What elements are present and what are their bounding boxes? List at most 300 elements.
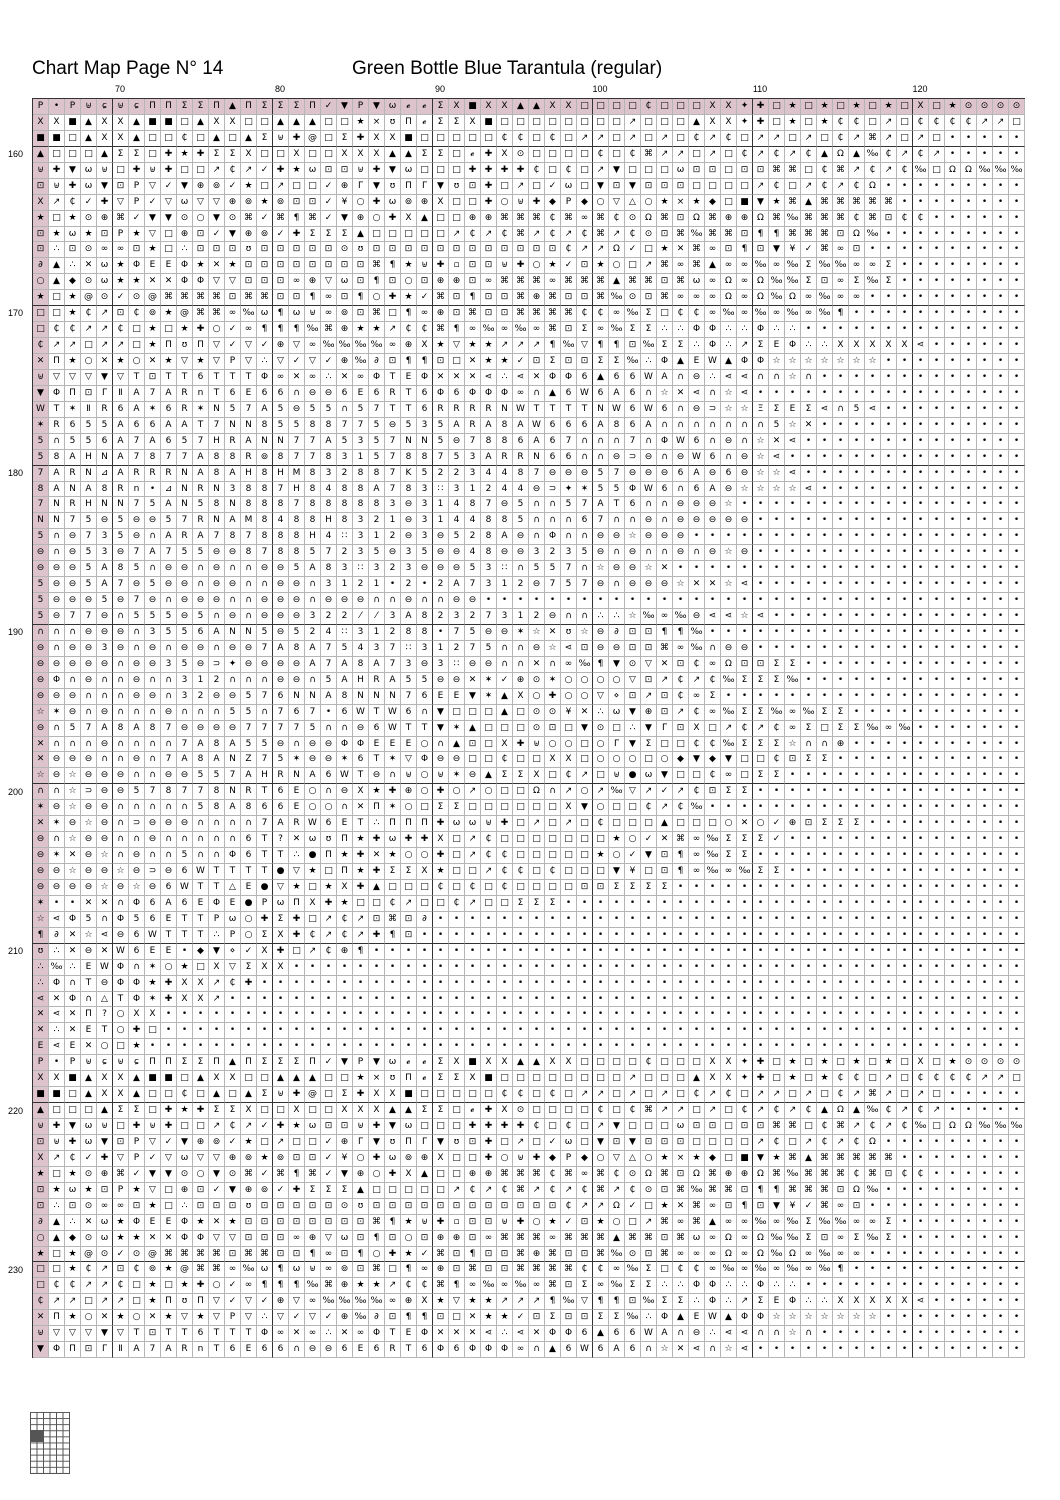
chart-cell: ⊕ xyxy=(417,1151,433,1167)
chart-cell: ▲ xyxy=(673,1310,689,1326)
chart-cell: • xyxy=(945,1087,961,1103)
chart-cell: ⊕ xyxy=(273,1294,289,1310)
chart-cell: ★ xyxy=(433,1294,449,1310)
chart-cell: ⊡ xyxy=(881,211,897,227)
chart-cell: • xyxy=(961,896,977,912)
chart-cell: H xyxy=(353,673,369,689)
chart-cell: • xyxy=(705,800,721,816)
chart-cell: ⊖ xyxy=(209,577,225,593)
chart-cell: 6 xyxy=(625,497,641,513)
chart-cell: Τ xyxy=(209,386,225,402)
chart-cell: • xyxy=(1009,258,1025,274)
chart-cell: Z xyxy=(241,752,257,768)
chart-cell: ω xyxy=(641,768,657,784)
chart-cell: 7 xyxy=(369,402,385,418)
chart-cell: ⊡ xyxy=(497,242,513,258)
chart-cell: • xyxy=(1009,1278,1025,1294)
chart-cell: ∴ xyxy=(689,1294,705,1310)
chart-cell: ⋖ xyxy=(513,1326,529,1342)
chart-cell: ₵ xyxy=(673,689,689,705)
chart-cell: W xyxy=(609,402,625,418)
chart-cell: Τ xyxy=(241,1326,257,1342)
chart-cell: ○ xyxy=(641,195,657,211)
chart-cell: ☆ xyxy=(65,864,81,880)
chart-cell: ⌘ xyxy=(529,1167,545,1183)
chart-cell: • xyxy=(513,593,529,609)
chart-cell: ⌘ xyxy=(705,1183,721,1199)
chart-cell: • xyxy=(593,944,609,960)
chart-cell: ☆ xyxy=(769,482,785,498)
chart-cell: ⋖ xyxy=(801,482,817,498)
chart-cell: ⊡ xyxy=(561,1310,577,1326)
chart-cell: ★ xyxy=(785,1055,801,1071)
chart-cell: ✚ xyxy=(161,992,177,1008)
chart-cell: ⊡ xyxy=(321,258,337,274)
chart-cell: • xyxy=(497,992,513,1008)
chart-cell: □ xyxy=(577,1055,593,1071)
chart-cell: ★ xyxy=(817,99,833,115)
chart-cell: □ xyxy=(81,1294,97,1310)
chart-cell: ¶ xyxy=(737,1199,753,1215)
chart-cell: • xyxy=(1009,1342,1025,1358)
chart-cell: • xyxy=(961,1023,977,1039)
chart-cell: 6 xyxy=(225,1342,241,1358)
chart-cell: 6 xyxy=(545,418,561,434)
chart-cell: • xyxy=(481,1007,497,1023)
chart-cell: □ xyxy=(33,1262,49,1278)
chart-cell: • xyxy=(897,513,913,529)
chart-cell: ☆ xyxy=(33,768,49,784)
chart-cell: • xyxy=(897,497,913,513)
chart-cell: Χ xyxy=(225,115,241,131)
chart-cell: 6 xyxy=(721,466,737,482)
chart-cell: Φ xyxy=(369,1326,385,1342)
chart-cell: ⊙ xyxy=(225,211,241,227)
chart-cell: ▽ xyxy=(241,338,257,354)
chart-cell: H xyxy=(241,466,257,482)
chart-cell: • xyxy=(801,944,817,960)
chart-cell: ∂ xyxy=(609,625,625,641)
chart-cell: ⊡ xyxy=(305,242,321,258)
chart-cell: ✓ xyxy=(209,227,225,243)
chart-cell: • xyxy=(993,147,1009,163)
chart-cell: 3 xyxy=(337,561,353,577)
chart-cell: 7 xyxy=(401,689,417,705)
chart-cell: ⊖ xyxy=(161,816,177,832)
chart-cell: ∞ xyxy=(833,290,849,306)
chart-cell: A xyxy=(449,577,465,593)
chart-cell: ⊖ xyxy=(641,450,657,466)
chart-cell: ↗ xyxy=(97,306,113,322)
chart-cell: • xyxy=(945,689,961,705)
chart-cell: ✕ xyxy=(33,737,49,753)
chart-cell: • xyxy=(993,386,1009,402)
chart-cell: Σ xyxy=(289,1055,305,1071)
chart-cell: 7 xyxy=(225,768,241,784)
chart-cell: ○ xyxy=(561,673,577,689)
chart-cell: • xyxy=(881,1326,897,1342)
chart-cell: • xyxy=(833,1326,849,1342)
chart-cell: • xyxy=(785,625,801,641)
chart-cell: ↗ xyxy=(641,258,657,274)
chart-cell: 6 xyxy=(449,386,465,402)
chart-cell: • xyxy=(881,497,897,513)
chart-cell: • xyxy=(881,896,897,912)
chart-cell: • xyxy=(769,561,785,577)
chart-cell: • xyxy=(945,1278,961,1294)
chart-cell: ★ xyxy=(401,1215,417,1231)
chart-cell: ★ xyxy=(369,784,385,800)
chart-cell: 6 xyxy=(289,705,305,721)
chart-cell: • xyxy=(865,386,881,402)
chart-cell: ↗ xyxy=(497,338,513,354)
chart-cell: Χ xyxy=(33,195,49,211)
chart-cell: ☆ xyxy=(721,545,737,561)
chart-cell: ⊖ xyxy=(97,737,113,753)
chart-cell: ⊙ xyxy=(641,227,657,243)
chart-cell: R xyxy=(385,1342,401,1358)
chart-cell: • xyxy=(945,322,961,338)
chart-cell: 2 xyxy=(353,577,369,593)
chart-cell: Φ xyxy=(177,258,193,274)
chart-cell: 6 xyxy=(593,386,609,402)
chart-cell: 6 xyxy=(321,768,337,784)
chart-cell: • xyxy=(993,211,1009,227)
chart-cell: ∩ xyxy=(65,737,81,753)
chart-cell: • xyxy=(945,561,961,577)
chart-cell: • xyxy=(785,944,801,960)
chart-cell: ⌘ xyxy=(833,1119,849,1135)
chart-cell: □ xyxy=(545,1103,561,1119)
chart-cell: 8 xyxy=(353,657,369,673)
chart-cell: ‰ xyxy=(625,354,641,370)
chart-cell: • xyxy=(721,960,737,976)
chart-cell: ⊡ xyxy=(305,1215,321,1231)
chart-cell: ☆ xyxy=(865,1310,881,1326)
chart-cell: • xyxy=(881,482,897,498)
chart-cell: ∩ xyxy=(689,418,705,434)
chart-cell: Π xyxy=(289,896,305,912)
chart-cell: • xyxy=(561,1007,577,1023)
chart-cell: P xyxy=(225,928,241,944)
chart-cell: ⌘ xyxy=(801,227,817,243)
chart-cell: • xyxy=(961,992,977,1008)
chart-cell: 8 xyxy=(161,784,177,800)
chart-cell: • xyxy=(865,545,881,561)
chart-cell: • xyxy=(993,1087,1009,1103)
chart-cell: ✚ xyxy=(481,147,497,163)
chart-cell: A xyxy=(177,418,193,434)
chart-cell: • xyxy=(849,625,865,641)
chart-cell: ▲ xyxy=(689,115,705,131)
chart-cell: • xyxy=(833,1342,849,1358)
chart-cell: ₵ xyxy=(641,99,657,115)
chart-cell: ⊡ xyxy=(97,227,113,243)
chart-cell: ■ xyxy=(737,1151,753,1167)
chart-cell: ‰ xyxy=(865,1183,881,1199)
chart-cell: ₵ xyxy=(721,1087,737,1103)
chart-cell: 8 xyxy=(305,466,321,482)
chart-cell: ◆ xyxy=(705,195,721,211)
chart-cell: ∩ xyxy=(385,593,401,609)
chart-cell: □ xyxy=(401,227,417,243)
chart-cell: ▽ xyxy=(321,274,337,290)
chart-cell: ‰ xyxy=(689,625,705,641)
chart-cell: ∞ xyxy=(417,306,433,322)
chart-cell: Ω xyxy=(865,179,881,195)
chart-cell: ☆ xyxy=(833,354,849,370)
chart-cell: Τ xyxy=(257,832,273,848)
chart-cell: • xyxy=(273,976,289,992)
chart-cell: Φ xyxy=(705,338,721,354)
chart-cell: 6 xyxy=(689,482,705,498)
chart-cell: ▼ xyxy=(641,721,657,737)
chart-cell: ∩ xyxy=(497,641,513,657)
chart-cell: ⊖ xyxy=(193,593,209,609)
chart-cell: ⊖ xyxy=(81,864,97,880)
chart-cell: ○ xyxy=(369,1247,385,1263)
chart-cell: Π xyxy=(401,816,417,832)
chart-cell: ∞ xyxy=(321,290,337,306)
chart-cell: 6 xyxy=(625,1326,641,1342)
chart-cell: ★ xyxy=(289,880,305,896)
chart-cell: ⊖ xyxy=(673,529,689,545)
chart-cell: • xyxy=(865,306,881,322)
chart-cell: • xyxy=(769,944,785,960)
chart-cell: • xyxy=(849,593,865,609)
chart-cell: ↗ xyxy=(449,227,465,243)
chart-cell: ₵ xyxy=(545,1183,561,1199)
chart-cell: • xyxy=(881,545,897,561)
chart-cell: • xyxy=(897,1183,913,1199)
chart-cell: ⊡ xyxy=(465,1199,481,1215)
chart-cell: ⌘ xyxy=(801,1167,817,1183)
chart-cell: ⋖ xyxy=(721,370,737,386)
chart-cell: ▼ xyxy=(369,1055,385,1071)
chart-cell: 6 xyxy=(673,466,689,482)
chart-cell: ⊖ xyxy=(673,497,689,513)
chart-cell: • xyxy=(673,593,689,609)
chart-cell: ∷ xyxy=(497,561,513,577)
chart-cell: □ xyxy=(449,864,465,880)
chart-cell: ∩ xyxy=(641,434,657,450)
chart-cell: ⊕ xyxy=(241,227,257,243)
chart-cell: ‰ xyxy=(785,258,801,274)
chart-cell: ★ xyxy=(113,1310,129,1326)
chart-cell: 5 xyxy=(81,912,97,928)
chart-cell: ▽ xyxy=(241,1310,257,1326)
chart-cell: • xyxy=(833,752,849,768)
chart-cell: ₵ xyxy=(417,322,433,338)
chart-cell: ⊡ xyxy=(129,1199,145,1215)
chart-cell: 7 xyxy=(465,577,481,593)
chart-cell: ⊎ xyxy=(481,816,497,832)
chart-cell: □ xyxy=(481,880,497,896)
chart-cell: Ε xyxy=(81,960,97,976)
chart-cell: Χ xyxy=(833,338,849,354)
chart-cell: ∞ xyxy=(705,1247,721,1263)
chart-cell: • xyxy=(849,609,865,625)
chart-cell: • xyxy=(193,1039,209,1055)
chart-cell: ☆ xyxy=(833,1310,849,1326)
chart-cell: ○ xyxy=(401,848,417,864)
chart-cell: ▽ xyxy=(145,1183,161,1199)
column-label: 100 xyxy=(592,84,608,94)
chart-cell: □ xyxy=(273,1103,289,1119)
chart-cell: 1 xyxy=(433,641,449,657)
chart-cell: ⊙ xyxy=(81,211,97,227)
chart-cell: ⊃ xyxy=(545,482,561,498)
chart-cell: ₵ xyxy=(609,211,625,227)
chart-cell: • xyxy=(961,179,977,195)
chart-cell: 5 xyxy=(129,784,145,800)
chart-cell: ∩ xyxy=(113,737,129,753)
chart-cell: ⊎ xyxy=(145,1119,161,1135)
pattern-title: Green Bottle Blue Tarantula (regular) xyxy=(352,58,663,79)
chart-cell: ⊖ xyxy=(145,689,161,705)
chart-cell: • xyxy=(865,466,881,482)
chart-cell: 8 xyxy=(113,561,129,577)
chart-cell: □ xyxy=(801,99,817,115)
chart-cell: Ω xyxy=(833,1103,849,1119)
chart-cell: • xyxy=(737,912,753,928)
chart-cell: • xyxy=(929,689,945,705)
chart-cell: ✚ xyxy=(497,816,513,832)
chart-cell: ∩ xyxy=(753,1326,769,1342)
chart-cell: • xyxy=(721,529,737,545)
chart-cell: • xyxy=(1009,737,1025,753)
chart-cell: • xyxy=(417,1039,433,1055)
chart-cell: • xyxy=(929,832,945,848)
chart-cell: • xyxy=(881,242,897,258)
chart-cell: • xyxy=(769,1039,785,1055)
chart-cell: ↗ xyxy=(641,784,657,800)
chart-cell: ⊎ xyxy=(305,306,321,322)
chart-cell: • xyxy=(785,896,801,912)
chart-cell: ∞ xyxy=(721,1215,737,1231)
chart-cell: Φ xyxy=(737,354,753,370)
chart-cell: ✕ xyxy=(529,1326,545,1342)
chart-cell: ▼ xyxy=(337,211,353,227)
chart-cell: ∩ xyxy=(337,800,353,816)
chart-cell: ✚ xyxy=(513,737,529,753)
chart-cell: □ xyxy=(529,1071,545,1087)
chart-cell: ▲ xyxy=(129,115,145,131)
chart-cell: ↗ xyxy=(273,179,289,195)
chart-cell: ✦ xyxy=(737,115,753,131)
chart-cell: △ xyxy=(225,880,241,896)
chart-cell: • xyxy=(1009,466,1025,482)
chart-cell: Ω xyxy=(721,274,737,290)
chart-cell: ¶ xyxy=(401,1310,417,1326)
chart-cell: • xyxy=(865,1247,881,1263)
chart-cell: Φ xyxy=(65,992,81,1008)
chart-cell: ◆ xyxy=(65,1231,81,1247)
chart-cell: • xyxy=(513,1039,529,1055)
chart-cell: ⊡ xyxy=(433,242,449,258)
chart-cell: • xyxy=(929,673,945,689)
chart-cell: ⊖ xyxy=(65,545,81,561)
chart-cell: □ xyxy=(737,768,753,784)
chart-cell: ⌘ xyxy=(817,1199,833,1215)
chart-cell: Σ xyxy=(433,147,449,163)
chart-cell: • xyxy=(833,864,849,880)
chart-cell: • xyxy=(753,1023,769,1039)
chart-cell: □ xyxy=(657,737,673,753)
chart-cell: ⌘ xyxy=(593,1247,609,1263)
chart-cell: Φ xyxy=(465,1342,481,1358)
column-label: 80 xyxy=(274,84,286,94)
chart-cell: ‰ xyxy=(817,1262,833,1278)
chart-cell: • xyxy=(1009,816,1025,832)
chart-cell: □ xyxy=(577,1119,593,1135)
chart-cell: • xyxy=(897,848,913,864)
chart-cell: • xyxy=(1009,179,1025,195)
chart-cell: ▲ xyxy=(817,1103,833,1119)
chart-cell: ʊ xyxy=(241,242,257,258)
chart-cell: • xyxy=(833,529,849,545)
chart-cell: ▽ xyxy=(113,370,129,386)
chart-cell: R xyxy=(113,482,129,498)
chart-cell: Σ xyxy=(817,705,833,721)
chart-cell: • xyxy=(561,944,577,960)
chart-cell: ‰ xyxy=(561,338,577,354)
chart-cell: 8 xyxy=(417,450,433,466)
chart-cell: • xyxy=(945,529,961,545)
chart-cell: • xyxy=(833,641,849,657)
chart-cell: • xyxy=(881,577,897,593)
chart-cell: • xyxy=(881,737,897,753)
chart-cell: ✓ xyxy=(641,832,657,848)
chart-cell: ✶ xyxy=(33,418,49,434)
chart-cell: ∞ xyxy=(577,1167,593,1183)
chart-cell: ₵ xyxy=(625,1103,641,1119)
chart-cell: 1 xyxy=(369,625,385,641)
chart-cell: Ε xyxy=(353,1342,369,1358)
chart-cell: □ xyxy=(545,816,561,832)
chart-cell: ✚ xyxy=(273,944,289,960)
chart-cell: ↗ xyxy=(769,1087,785,1103)
chart-cell: ∩ xyxy=(417,705,433,721)
chart-cell: • xyxy=(945,306,961,322)
chart-cell: ∩ xyxy=(193,832,209,848)
chart-cell: • xyxy=(961,705,977,721)
chart-cell: □ xyxy=(785,1087,801,1103)
chart-cell: • xyxy=(625,593,641,609)
chart-cell: • xyxy=(849,466,865,482)
chart-cell: ↗ xyxy=(705,147,721,163)
chart-cell: ⌘ xyxy=(497,1231,513,1247)
chart-cell: ⊡ xyxy=(577,258,593,274)
chart-cell: Σ xyxy=(209,147,225,163)
chart-cell: 5 xyxy=(145,577,161,593)
chart-cell: ⊖ xyxy=(49,880,65,896)
chart-cell: ⊖ xyxy=(321,752,337,768)
chart-cell: • xyxy=(865,896,881,912)
chart-cell: ✚ xyxy=(129,163,145,179)
chart-cell: 3 xyxy=(321,466,337,482)
chart-cell: ✚ xyxy=(65,1135,81,1151)
chart-cell: ⊡ xyxy=(641,1135,657,1151)
chart-cell: Ω xyxy=(753,211,769,227)
chart-cell: ▲ xyxy=(81,131,97,147)
chart-cell: • xyxy=(577,944,593,960)
chart-cell: Σ xyxy=(753,338,769,354)
chart-cell: 6 xyxy=(129,418,145,434)
chart-cell: 7 xyxy=(385,434,401,450)
chart-cell: ⊖ xyxy=(49,768,65,784)
chart-cell: ↗ xyxy=(881,1087,897,1103)
